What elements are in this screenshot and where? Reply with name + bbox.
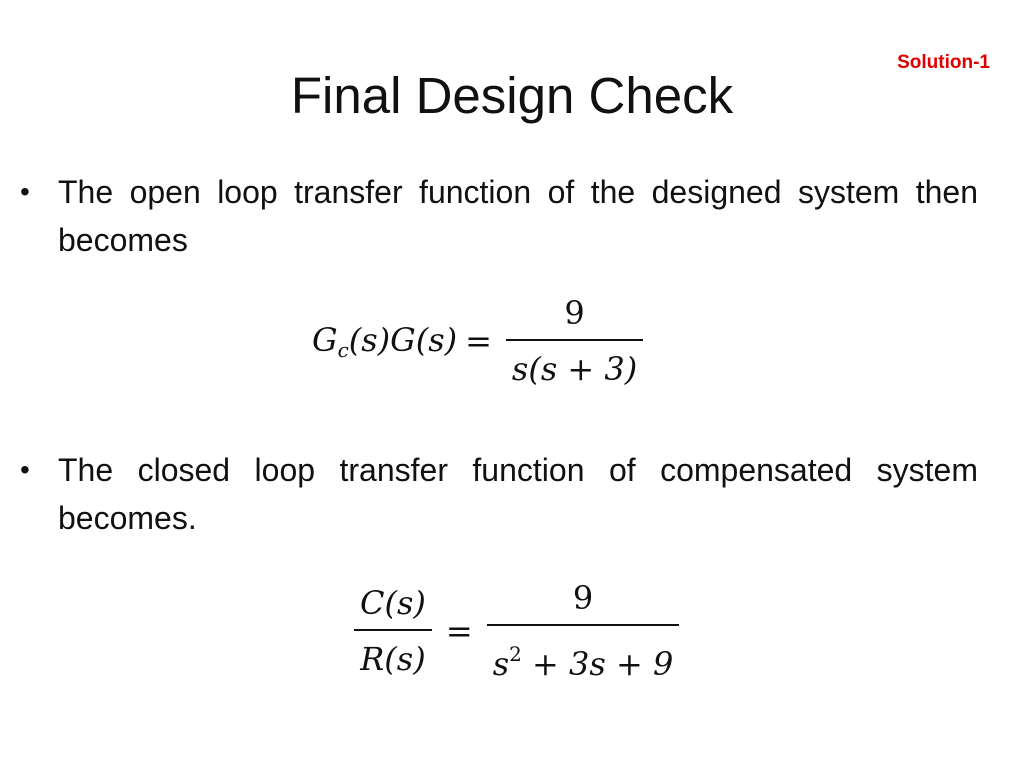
eq1-lhs-g: G [312, 320, 338, 359]
eq2-equals: = [445, 612, 473, 650]
eq1-denominator: s(s + 3) [506, 339, 643, 389]
bullet-marker: • [20, 454, 30, 485]
eq2-den-exponent: 2 [509, 642, 522, 666]
eq1-fraction [506, 293, 643, 389]
bullet-item-open-loop [20, 168, 978, 264]
eq2-lhs-denominator: R(s) [354, 629, 431, 679]
eq1-equals: = [465, 322, 492, 360]
closed-loop-equation [348, 578, 685, 684]
open-loop-equation [312, 293, 649, 389]
eq2-den-s: s [492, 645, 510, 683]
bullet-item-closed-loop [20, 446, 978, 542]
bullet-text: The open loop transfer function of the designed system then becomes [58, 174, 978, 258]
eq2-lhs-numerator: C(s) [360, 584, 426, 622]
eq2-numerator: 9 [572, 579, 594, 617]
slide-title: Final Design Check [290, 67, 734, 124]
eq2-den-rest: + 3s + 9 [521, 645, 674, 683]
bullet-text: The closed loop transfer function of compensated system becomes. [58, 452, 978, 536]
eq1-lhs-rest: (s)G(s) [348, 320, 458, 359]
eq1-lhs-sub: c [337, 337, 349, 362]
eq1-lhs [312, 321, 457, 362]
eq2-denominator [487, 624, 680, 684]
bullet-marker: • [20, 176, 30, 207]
solution-tag: Solution-1 [897, 52, 990, 73]
eq2-rhs-fraction [487, 578, 680, 684]
eq1-numerator: 9 [564, 294, 585, 332]
eq2-lhs-fraction [354, 583, 432, 679]
